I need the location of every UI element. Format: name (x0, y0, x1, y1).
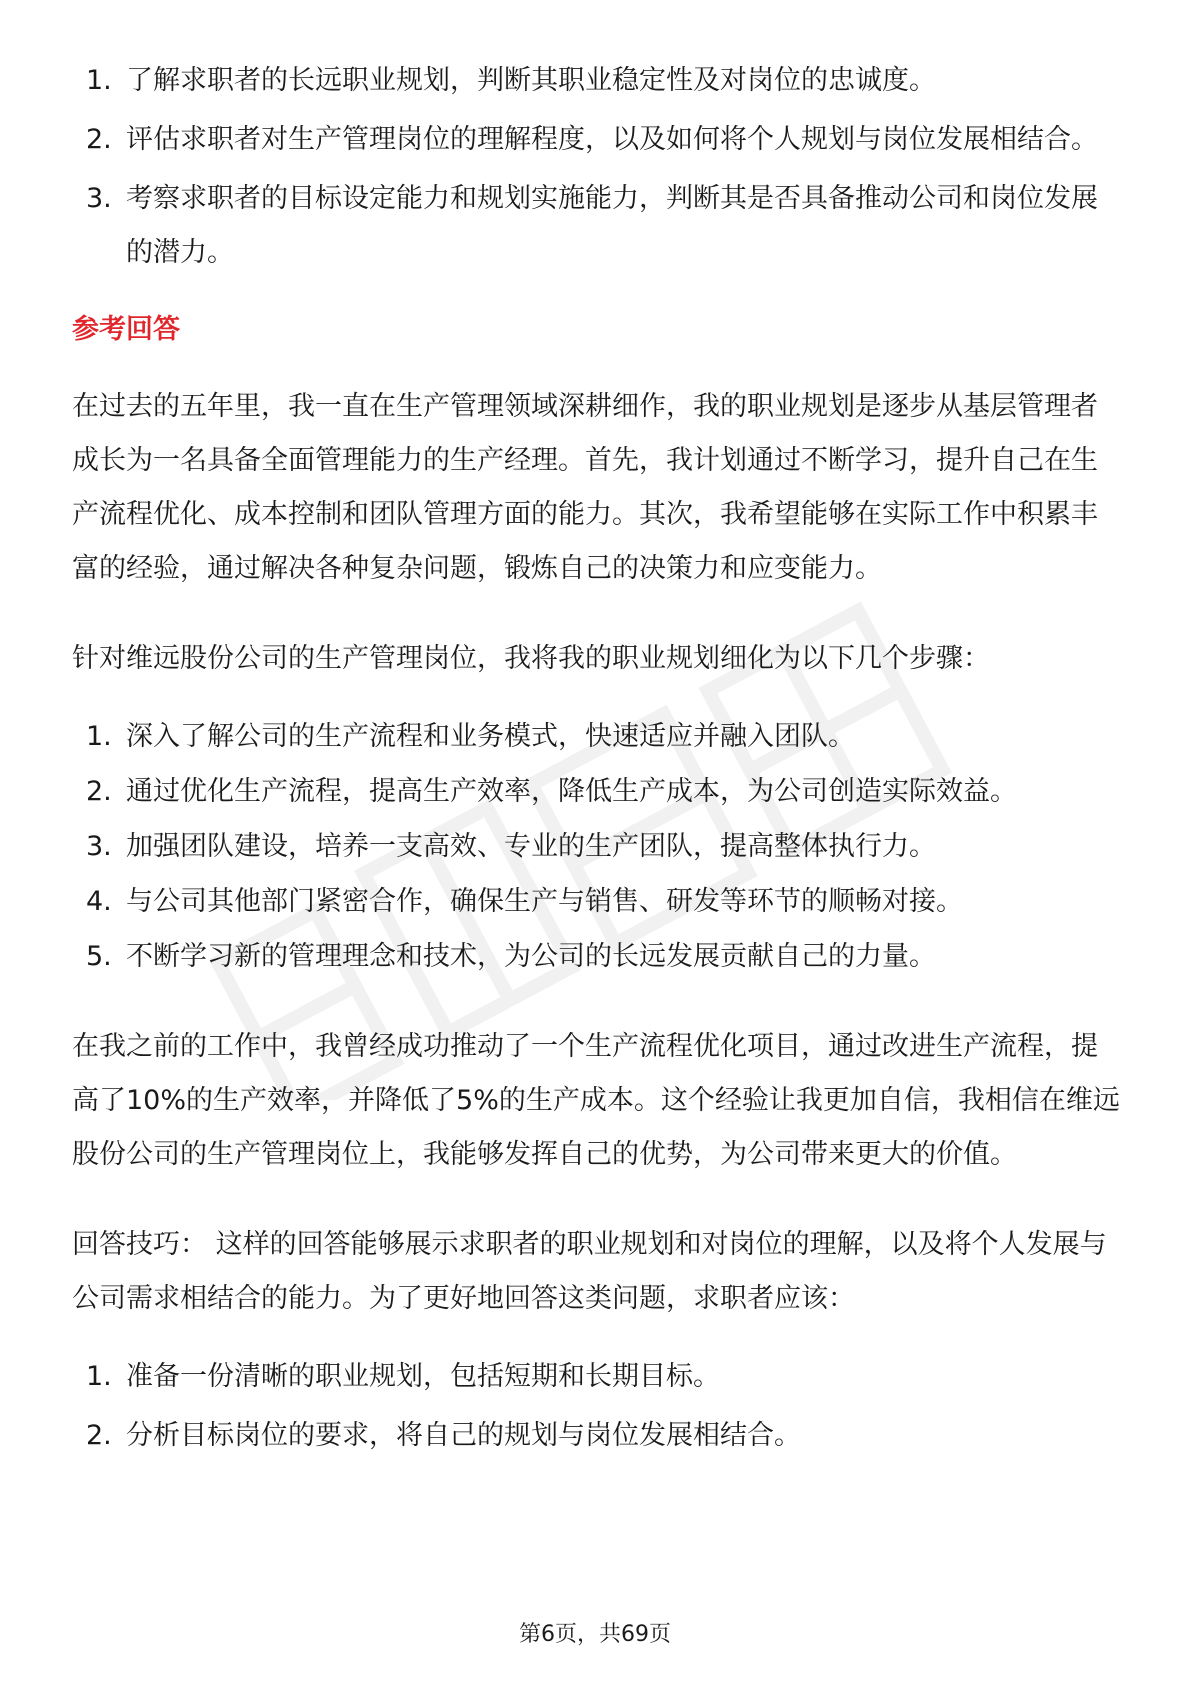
list-item: 1. 准备一份清晰的职业规划，包括短期和长期目标。 (86, 1361, 720, 1392)
page-number: 第6页，共69页 (519, 1622, 671, 1647)
list-item: 5. 不断学习新的管理理念和技术，为公司的长远发展贡献自己的力量。 (86, 941, 936, 972)
steps-list (72, 710, 1122, 984)
list-item: 1. 了解求职者的长远职业规划，判断其职业稳定性及对岗位的忠诚度。 (86, 65, 936, 96)
answer-paragraph-3: 在我之前的工作中，我曾经成功推动了一个生产流程优化项目，通过改进生产流程，提高了10%的生产效率，并降低了5%的生产成本。这个经验让我更加自信，我相信在维远股份公司的生产管理岗位上，我能够发挥自己的优势，为公司带来更大的价值。 (72, 1031, 1120, 1170)
list-item: 2. 评估求职者对生产管理岗位的理解程度，以及如何将个人规划与岗位发展相结合。 (86, 124, 1098, 155)
tips-list (72, 1350, 1122, 1463)
intro-list (72, 54, 1122, 280)
answer-paragraph-2: 针对维远股份公司的生产管理岗位，我将我的职业规划细化为以下几个步骤： (72, 643, 990, 674)
answer-paragraph-1: 在过去的五年里，我一直在生产管理领域深耕细作，我的职业规划是逐步从基层管理者成长为一名具备全面管理能力的生产经理。首先，我计划通过不断学习，提升自己在生产流程优化、成本控制和团队管理方面的能力。其次，我希望能够在实际工作中积累丰富的经验，通过解决各种复杂问题，锻炼自己的决策力和应变能力。 (72, 391, 1098, 584)
list-item: 4. 与公司其他部门紧密合作，确保生产与销售、研发等环节的顺畅对接。 (86, 886, 963, 917)
list-item: 2. 分析目标岗位的要求，将自己的规划与岗位发展相结合。 (86, 1420, 801, 1451)
tips-paragraph: 回答技巧： 这样的回答能够展示求职者的职业规划和对岗位的理解，以及将个人发展与公司需求相结合的能力。为了更好地回答这类问题，求职者应该： (72, 1229, 1107, 1314)
section-title: 参考回答 (72, 314, 180, 345)
list-item: 3. 加强团队建设，培养一支高效、专业的生产团队，提高整体执行力。 (86, 831, 936, 862)
list-item: 2. 通过优化生产流程，提高生产效率，降低生产成本，为公司创造实际效益。 (86, 776, 1017, 807)
list-item: 3. 考察求职者的目标设定能力和规划实施能力，判断其是否具备推动公司和岗位发展的潜力。 (86, 183, 1098, 268)
list-item: 1. 深入了解公司的生产流程和业务模式，快速适应并融入团队。 (86, 721, 855, 752)
document-page (72, 54, 1122, 1468)
